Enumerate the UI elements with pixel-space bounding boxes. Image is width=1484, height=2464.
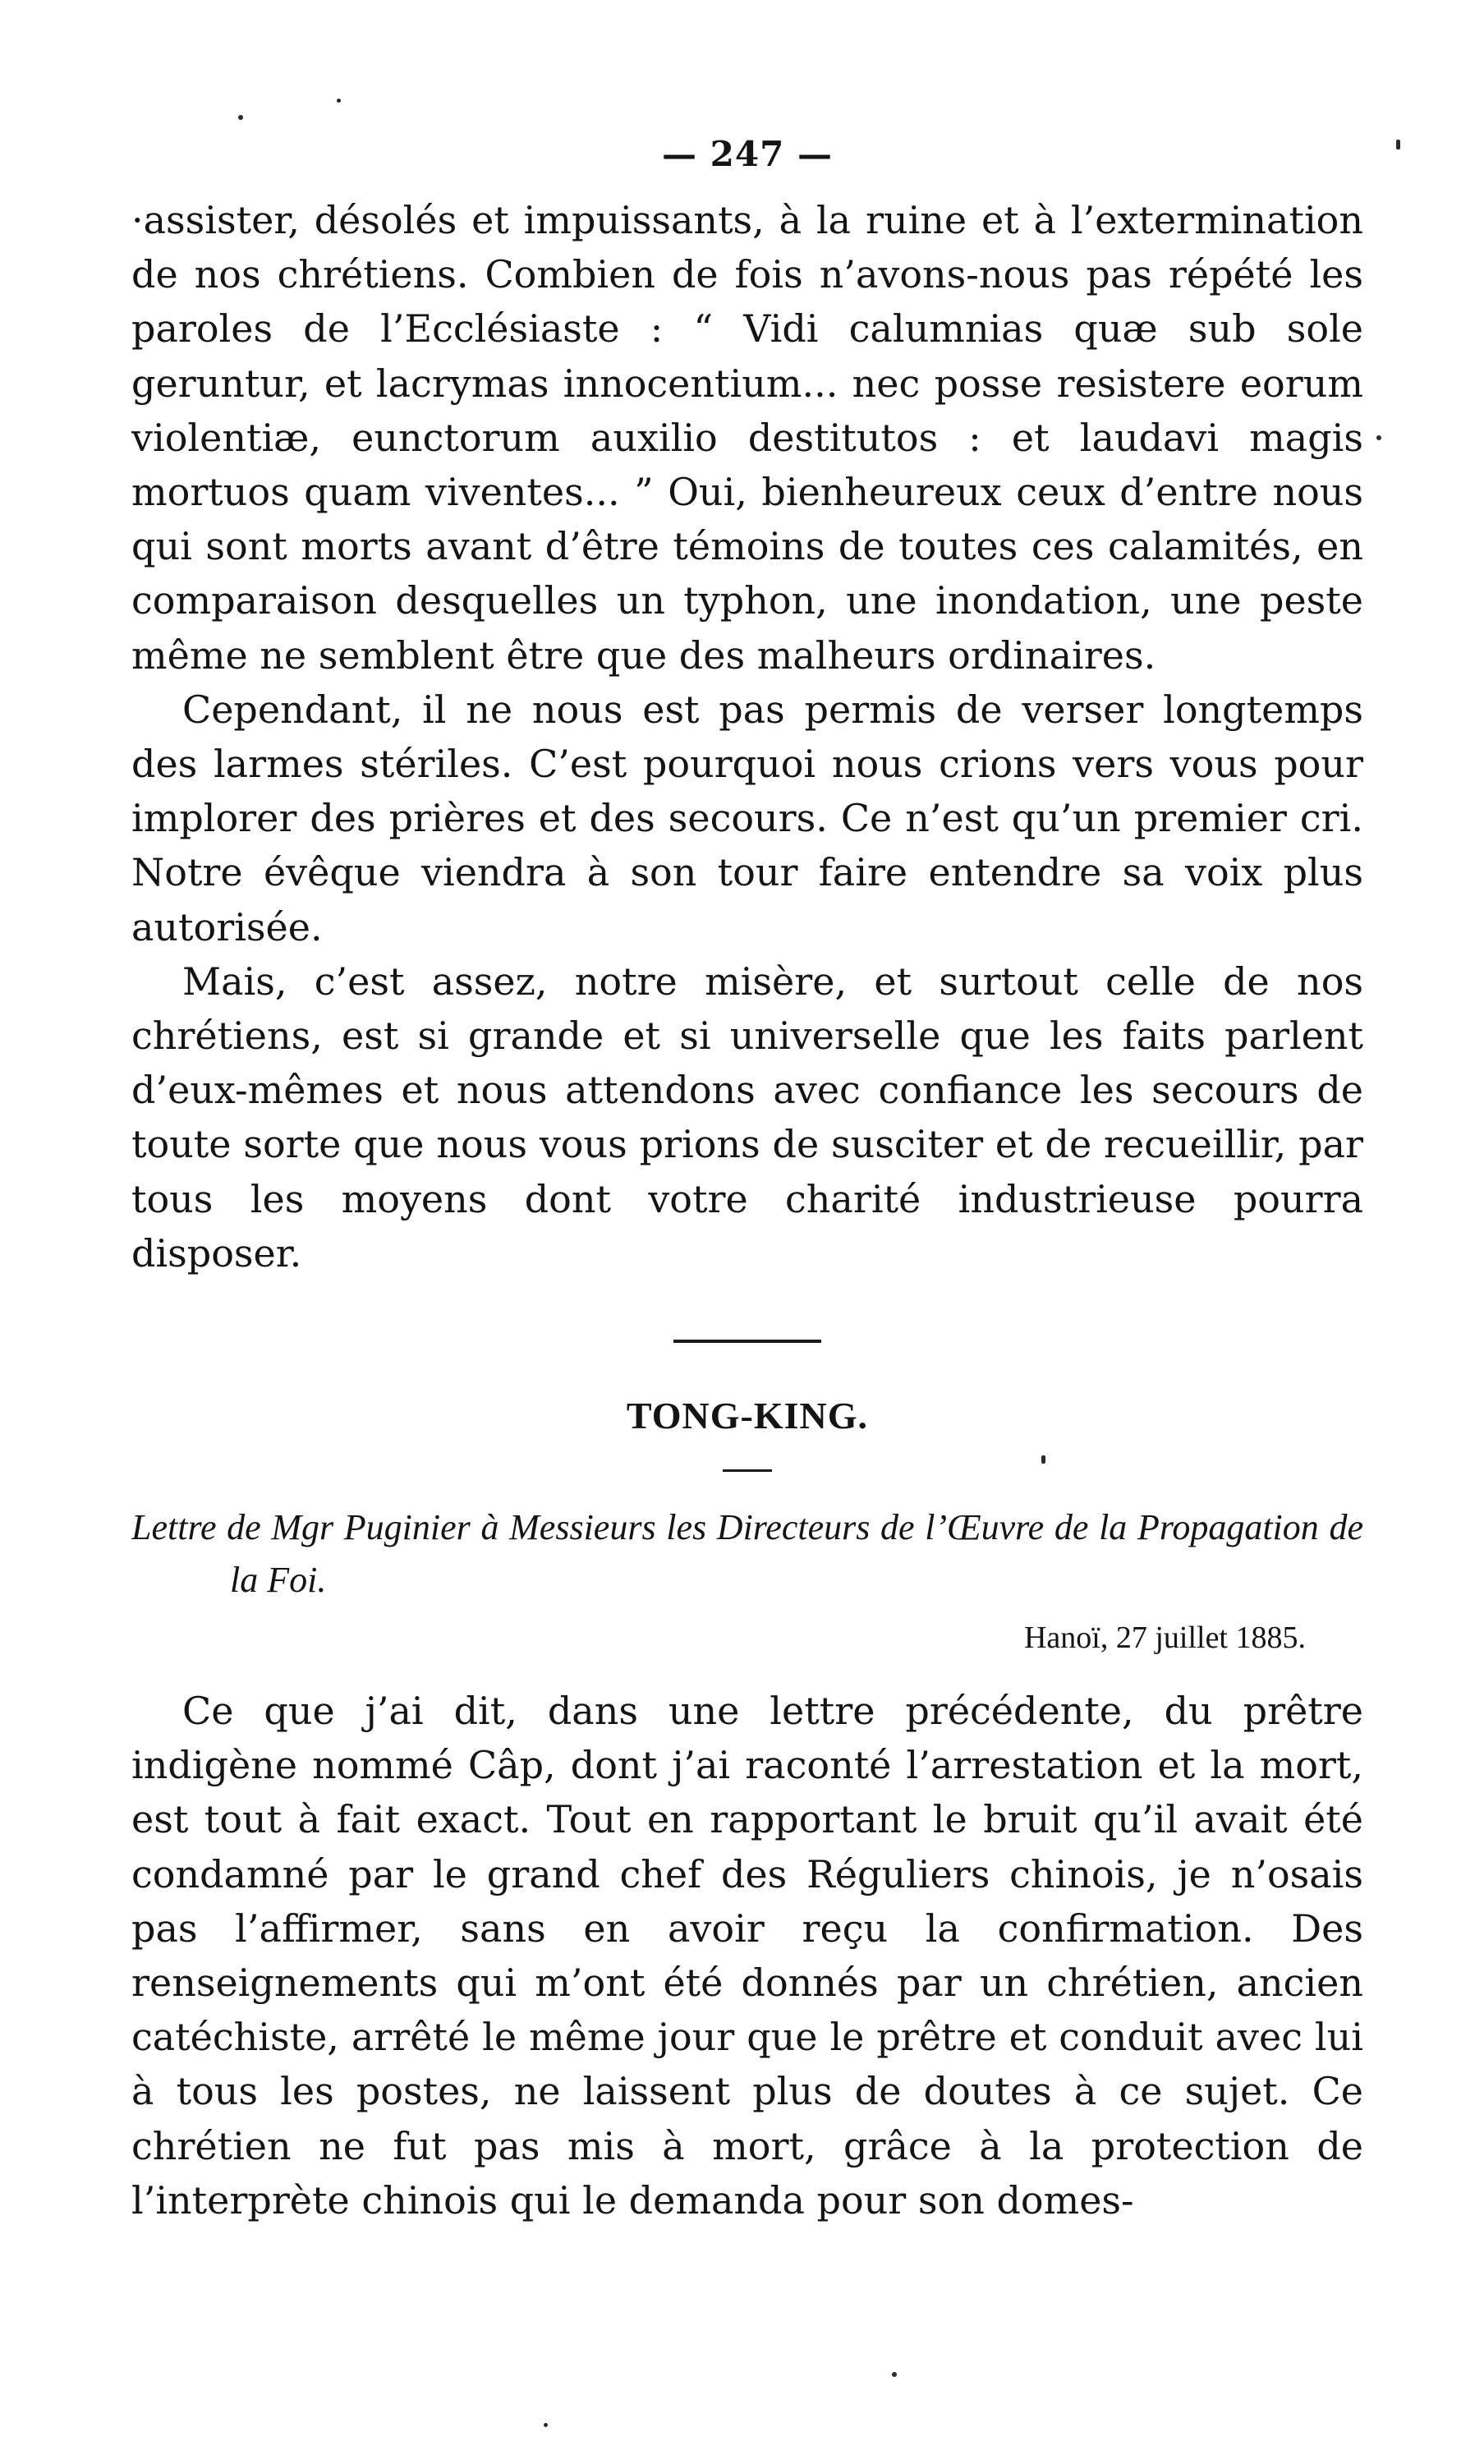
page-speck [238, 115, 243, 120]
book-page [131, 123, 1363, 2407]
paragraph-continuation: ·assister, désolés et impuissants, à la ruine et à l’extermination de nos chrétiens. Combien de fois n’avons-nous pas répété les paroles de l’Ecclésiaste : “ Vidi calumnias quæ sub sole geruntur, et lacrymas innocentium... nec posse resistere eorum violentiæ, eunctorum auxilio destitutos : et laudavi magis mortuos quam viventes... ” Oui, bienheureux ceux d’entre nous qui sont morts avant d’être témoins de toutes ces calamités, en comparaison desquelles un typhon, une inondation, une peste même ne semblent être que des malheurs ordinaires. [131, 198, 1363, 678]
paragraph-cependant: Cependant, il ne nous est pas permis de verser longtemps des larmes stériles. C’est pourquoi nous crions vers vous pour implorer des prières et des secours. Ce n’est qu’un premier cri. Notre évêque viendra à son tour faire entendre sa voix plus autorisée. [131, 687, 1363, 949]
page-speck [337, 99, 341, 103]
page-speck [544, 2423, 548, 2427]
title-divider [723, 1469, 772, 1472]
paragraph-letter-body: Ce que j’ai dit, dans une lettre précédente, du prêtre indigène nommé Câp, dont j’ai raconté l’arrestation et la mort, est tout à fait exact. Tout en rapportant le bruit qu’il avait été condamné par le grand chef des Réguliers chinois, je n’osais pas l’affirmer, sans en avoir reçu la confirmation. Des renseignements qui m’ont été donnés par un chrétien, ancien catéchiste, arrêté le même jour que le prêtre et conduit avec lui à tous les postes, ne laissent plus de doutes à ce sujet. Ce chrétien ne fut pas mis à mort, grâce à la protection de l’interprète chinois qui le demanda pour son domes- [131, 1689, 1363, 2223]
dateline: Hanoï, 27 juillet 1885. [1023, 1620, 1306, 1656]
paragraph-mais: Mais, c’est assez, notre misère, et surtout celle de nos chrétiens, est si grande et si universelle que les faits parlent d’eux-mêmes et nous attendons avec confiance les secours de toute sorte que nous vous prions de susciter et de recueillir, par tous les moyens dont votre charité industrieuse pourra disposer. [131, 958, 1363, 1276]
page-speck [1396, 140, 1400, 149]
section-divider [673, 1340, 821, 1343]
letter-heading: Lettre de Mgr Puginier à Messieurs les Directeurs de l’Œuvre de la Propagation de la Foi. [131, 1507, 1363, 1601]
page-number: — 247 — [662, 134, 833, 174]
page-speck [1376, 435, 1381, 440]
section-title: TONG-KING. [626, 1395, 869, 1437]
